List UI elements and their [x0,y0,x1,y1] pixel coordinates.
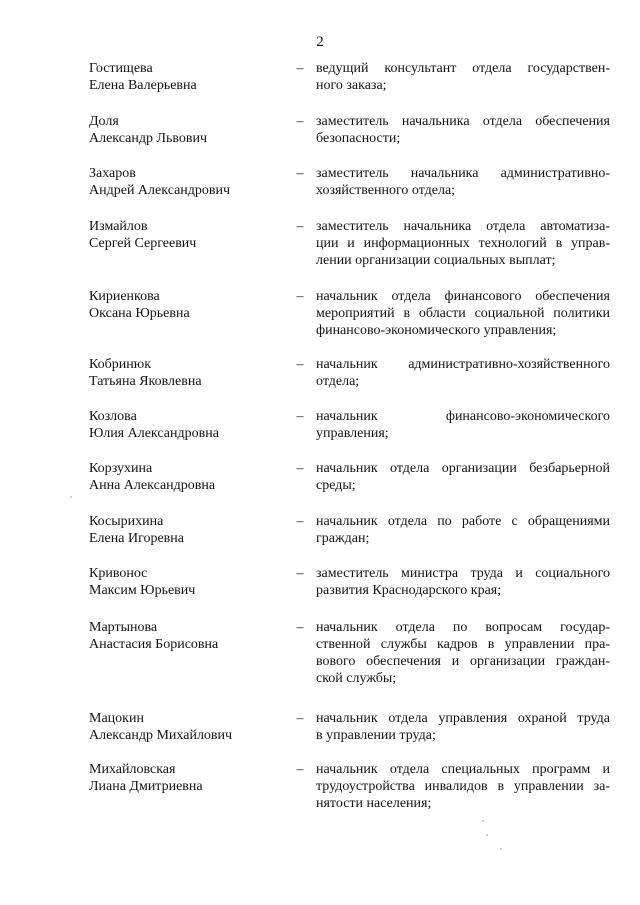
given-name: Елена Игоревна [89,531,184,546]
surname: Кривонос [89,566,148,581]
position-title [316,460,610,494]
dash-separator: – [296,61,304,76]
position-title [316,218,610,269]
position-line: среды; [316,478,356,493]
position-line: начальник отдела по работе с обращениями [316,514,610,529]
position-line: начальник финансово-экономического [316,409,610,424]
position-line: отдела; [316,374,360,389]
dash-separator: – [296,762,304,777]
position-line: хозяйственного отдела; [316,183,456,198]
position-line: развития Краснодарского края; [316,583,502,598]
dash-separator: – [296,409,304,424]
given-name: Оксана Юрьевна [89,306,190,321]
given-name: Татьяна Яковлевна [89,374,202,389]
position-line: ции и информационных технологий в управ- [316,236,610,251]
surname: Мацокин [89,711,144,726]
surname: Кириенкова [89,289,160,304]
position-title [316,165,610,199]
surname: Косырихина [89,514,164,529]
position-line: мероприятий в области социальной политики [316,306,610,321]
dash-separator: – [296,219,304,234]
position-line: начальник административно-хозяйственного [316,357,610,372]
position-line: начальник отдела специальных программ и [316,762,610,777]
position-line: ного заказа; [316,78,387,93]
position-line: управления; [316,426,389,441]
position-title [316,113,610,147]
surname: Измайлов [89,219,148,234]
person-name [89,408,289,442]
dash-separator: – [296,166,304,181]
person-name [89,619,289,653]
person-name [89,60,289,94]
given-name: Александр Михайлович [89,728,233,743]
dash-separator: – [296,620,304,635]
dash-separator: – [296,357,304,372]
given-name: Юлия Александровна [89,426,219,441]
position-title [316,60,610,94]
given-name: Анна Александровна [89,478,216,493]
position-line: ственной службы кадров в управлении пра- [316,637,610,652]
given-name: Андрей Александрович [89,183,231,198]
position-line: ведущий консультант отдела государствен- [316,61,610,76]
position-line: заместитель начальника административно- [316,166,610,181]
surname: Мартынова [89,620,158,635]
person-name [89,356,289,390]
person-name [89,710,289,744]
position-line: заместитель начальника отдела обеспечения [316,114,610,129]
dash-separator: – [296,461,304,476]
scan-speck [482,820,484,822]
scan-speck [70,496,72,498]
position-line: начальник отдела организации безбарьерной [316,461,610,476]
dash-separator: – [296,566,304,581]
page-number: 2 [316,34,324,50]
position-title [316,513,610,547]
position-line: трудоустройства инвалидов в управлении за- [316,779,610,794]
scan-speck [486,834,488,836]
position-title [316,288,610,339]
given-name: Александр Львович [89,131,208,146]
person-name [89,513,289,547]
person-name [89,113,289,147]
person-name [89,460,289,494]
surname: Михайловская [89,762,176,777]
position-line: граждан; [316,531,370,546]
position-title [316,710,610,744]
given-name: Лиана Дмитриевна [89,779,203,794]
person-name [89,761,289,795]
dash-separator: – [296,711,304,726]
position-line: заместитель министра труда и социального [316,566,610,581]
given-name: Максим Юрьевич [89,583,196,598]
position-line: начальник отдела финансового обеспечения [316,289,610,304]
given-name: Анастасия Борисовна [89,637,219,652]
surname: Доля [89,114,119,129]
person-name [89,288,289,322]
position-line: безопасности; [316,131,401,146]
position-title [316,356,610,390]
position-line: лении организации социальных выплат; [316,253,556,268]
person-name [89,165,289,199]
position-line: начальник отдела по вопросам государ- [316,620,610,635]
position-title [316,565,610,599]
surname: Корзухина [89,461,153,476]
given-name: Елена Валерьевна [89,78,197,93]
person-name [89,565,289,599]
position-line: заместитель начальника отдела автоматиза- [316,219,610,234]
position-line: ской службы; [316,671,397,686]
position-line: нятости населения; [316,796,432,811]
position-line: начальник отдела управления охраной труда [316,711,610,726]
dash-separator: – [296,514,304,529]
position-line: в управлении труда; [316,728,436,743]
surname: Кобринюк [89,357,152,372]
position-title [316,619,610,687]
position-title [316,408,610,442]
scan-speck [500,848,502,850]
dash-separator: – [296,114,304,129]
position-line: финансово-экономического управления; [316,323,557,338]
position-line: вового обеспечения и организации граждан- [316,654,610,669]
surname: Захаров [89,166,136,181]
person-name [89,218,289,252]
given-name: Сергей Сергеевич [89,236,197,251]
position-title [316,761,610,812]
surname: Козлова [89,409,137,424]
surname: Гостищева [89,61,153,76]
dash-separator: – [296,289,304,304]
